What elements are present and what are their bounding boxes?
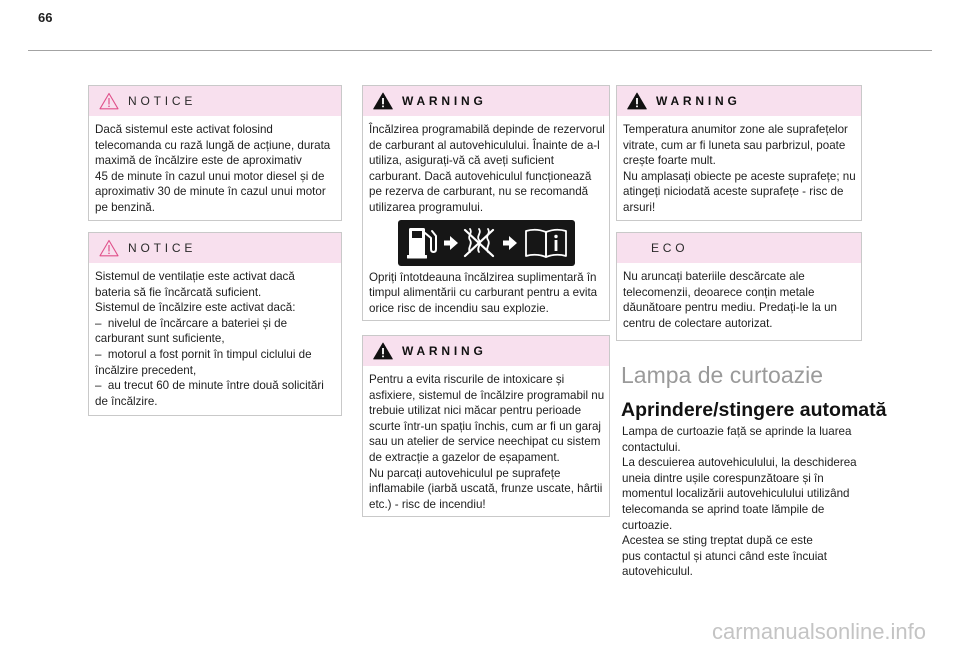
warning-header	[363, 86, 609, 116]
notice-header	[89, 86, 341, 116]
notice-header	[89, 233, 341, 263]
warning-header	[363, 336, 609, 366]
header-rule	[28, 50, 932, 51]
warning-header	[617, 86, 861, 116]
eco-title: ECO	[651, 241, 689, 255]
refuel-heater-off-pictogram	[398, 220, 575, 266]
warning-text-refuelling: Opriți întotdeauna încălzirea suplimentară în timpul alimentării cu carburant pentru a evita orice risc de incendiu sau explozie.	[369, 270, 598, 315]
fuel-pump-icon	[407, 228, 436, 259]
notice-title: NOTICE	[128, 94, 197, 108]
watermark: carmanualsonline.info	[712, 619, 927, 644]
warning-title: WARNING	[402, 94, 487, 108]
notice-box-activation-conditions	[88, 232, 342, 416]
notice-triangle-icon	[99, 239, 119, 257]
page-number: 66	[38, 10, 53, 25]
eco-text: Nu aruncați bateriile descărcate ale telecomenzii, deoarece conțin metale dăunătoare pentru mediu. Predați-le la un centru de colectare autorizat.	[623, 270, 837, 330]
warning-text: Temperatura anumitor zone ale suprafețelor vitrate, cum ar fi luneta sau parbrizul, poate crește foarte mult. Nu amplasați obiecte pe aceste suprafețe; nu atingeți niciodată aceste suprafețe - risc de arsuri!	[623, 123, 856, 214]
heater-off-icon	[465, 229, 493, 256]
warning-box-fuel	[362, 85, 610, 321]
warning-title: WARNING	[656, 94, 741, 108]
warning-triangle-icon	[627, 92, 647, 110]
notice-title: NOTICE	[128, 241, 197, 255]
warning-title: WARNING	[402, 344, 487, 358]
warning-triangle-icon	[373, 92, 393, 110]
arrow-right-icon	[503, 236, 517, 250]
warning-triangle-icon	[373, 342, 393, 360]
section-body-text: Lampa de curtoazie față se aprinde la luarea contactului. La descuierea autovehiculului, la deschiderea uneia dintre ușile corespunzătoare și în momentul localizării autovehiculului utilizând telecomanda se aprind toate lămpile de curtoazie. Acestea se sting treptat după ce este pus contactul și atunci când este încuiat autovehiculul.	[622, 425, 857, 579]
arrow-right-icon	[444, 236, 458, 250]
book-info-icon	[526, 229, 566, 256]
warning-text: Încălzirea programabilă depinde de rezervorul de carburant al autovehiculului. Înainte de a-l utiliza, asigurați-vă că aveți suficient carburant. Dacă autovehiculul funcționează pe rezerva de carburant, nu se recomandă utilizarea programului.	[369, 123, 605, 214]
warning-box-intoxication	[362, 335, 610, 517]
section-title: Lampa de curtoazie	[621, 362, 824, 388]
warning-box-hot-glass	[616, 85, 862, 221]
notice-text: Sistemul de ventilație este activat dacă bateria să fie încărcată suficient. Sistemul de încălzire este activat dacă: – nivelul de încărcare a bateriei și de carburant sunt suficiente, – motorul a fost pornit în timpul ciclului de încălzire precedent, – au trecut 60 de minute între două solicitări de încălzire.	[95, 270, 324, 408]
warning-text: Pentru a evita riscurile de intoxicare și asfixiere, sistemul de încălzire programabil nu trebuie utilizat nici măcar pentru perioade scurte într-un spațiu închis, cum ar fi un garaj sau un atelier de service neechipat cu sistem de extracție a gazelor de eșapament. Nu parcați autovehiculul pe suprafețe inflamabile (iarbă uscată, frunze uscate, hârtii etc.) - risc de incendiu!	[369, 373, 605, 511]
notice-text: Dacă sistemul este activat folosind telecomanda cu rază lungă de acțiune, durata maximă de încălzire este de aproximativ 45 de minute în cazul unui motor diesel și de aproximativ 30 de minute în cazul unui motor pe benzină.	[95, 123, 331, 214]
notice-box-remote-duration	[88, 85, 342, 221]
eco-box-batteries	[616, 232, 862, 341]
notice-triangle-icon	[99, 92, 119, 110]
section-subtitle: Aprindere/stingere automată	[621, 399, 887, 421]
eco-header	[617, 233, 861, 263]
